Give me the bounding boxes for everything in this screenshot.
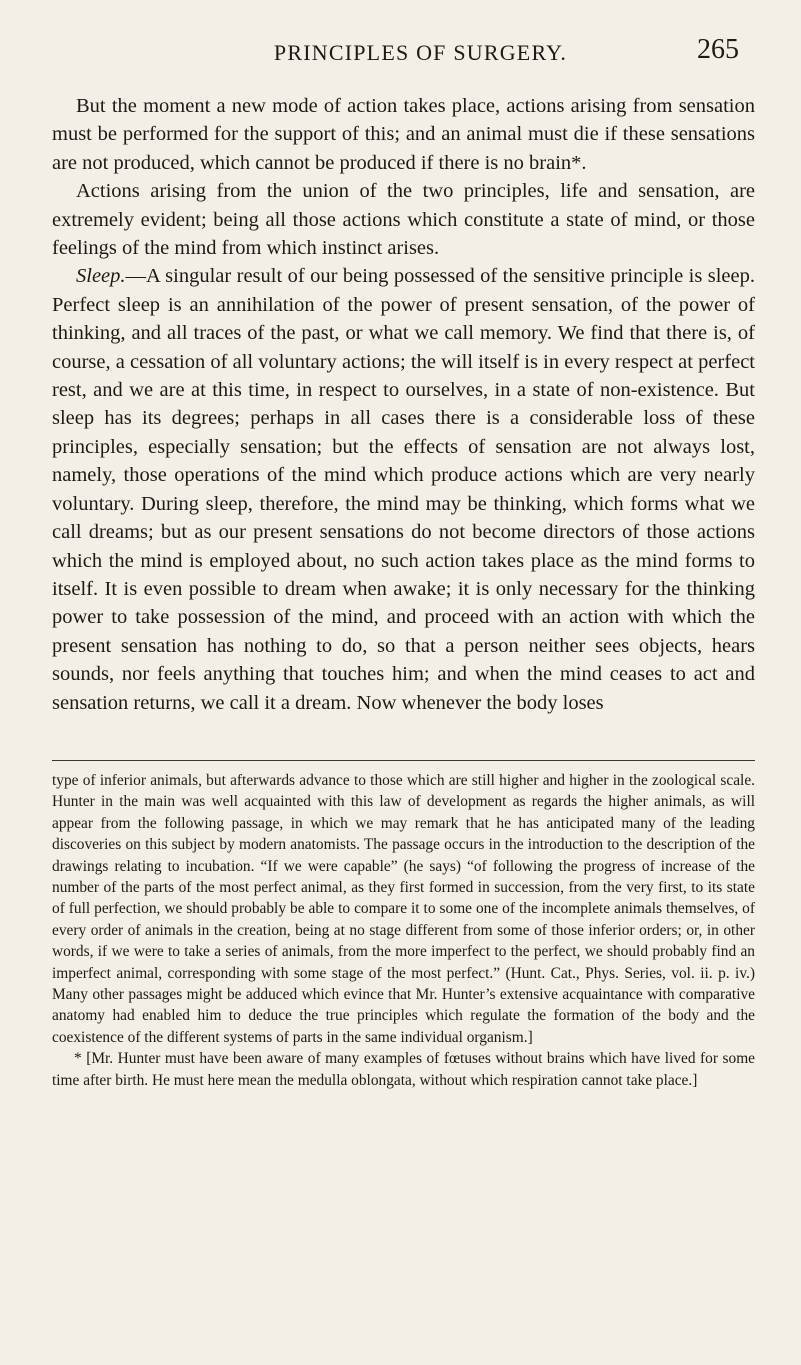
footnote-divider [52,760,755,761]
footnotes [52,770,755,1091]
paragraph-sleep [52,262,755,717]
running-title: PRINCIPLES OF SURGERY. [273,40,568,65]
main-text [52,92,755,717]
paragraph-brain: But the moment a new mode of action takes place, actions arising from sensation must be performed for the support of this; and an animal must die if these sensations are not produced, which cannot be produced if there is no brain*. [52,95,755,174]
footnote-star: * [Mr. Hunter must have been aware of many examples of fœtuses without brains which have lived for some time after birth. He must here mean the medulla oblongata, without which respiration cannot take place.] [52,1050,755,1089]
paragraph-union-of-principles: Actions arising from the union of the two principles, life and sensation, are extremely evident; being all those actions which constitute a state of mind, or those feelings of the mind from which instinct arises. [52,180,755,260]
sleep-heading: Sleep. [76,265,126,288]
running-head [0,10,801,70]
page-number: 265 [697,34,739,65]
sleep-text: —A singular result of our being possessed of the sensitive principle is sleep. Perfect sleep is an annihilation of the power of present sensation, of the power of thinking, and all traces of the past, or what we call memory. We find that there is, of course, a cessation of all voluntary actions; the will itself is in every respect at perfect rest, and we are at this time, in respect to ourselves, in a state of non-existence. But sleep has its degrees; perhaps in all cases there is a considerable loss of these principles, especially sensation; but the effects of sensation are not always lost, namely, those operations of the mind which produce actions which are very nearly voluntary. During sleep, therefore, the mind may be thinking, which forms what we call dreams; but as our present sensations do not become directors of those actions which the mind is employed about, no such action takes place as the mind forms to itself. It is even possible to dream when awake; it is only necessary for the thinking power to take possession of the mind, and proceed with an action with which the present sensation has nothing to do, so that a person neither sees objects, hears sounds, nor feels anything that touches him; and when the mind ceases to act and sensation returns, we call it a dream. Now whenever the body loses [52,265,755,714]
footnote-continuation: type of inferior animals, but afterwards advance to those which are still higher and higher in the zoological scale. Hunter in the main was well acquainted with this law of development as regards the higher animals, as will appear from the following passage, in which we may remark that he has anticipated many of the leading discoveries on this subject by modern anatomists. The passage occurs in the introduction to the description of the drawings relating to incubation. “If we were capable” (he says) “of following the progress of increase of the number of the parts of the most perfect animal, as they first formed in succession, from the very first, to its state of full perfection, we should probably be able to compare it to some one of the incomplete animals themselves, of every order of animals in the creation, being at no stage different from some of those inferior orders; or, in other words, if we were to take a series of animals, from the more imperfect to the perfect, we should probably find an imperfect animal, corresponding with some stage of the most perfect.” (Hunt. Cat., Phys. Series, vol. ii. p. iv.) Many other passages might be adduced which evince that Mr. Hunter’s extensive acquaintance with comparative anatomy had enabled him to deduce the true principles which regulate the formation of the body and the coexistence of the different systems of parts in the same individual organism.] [52,772,755,1046]
